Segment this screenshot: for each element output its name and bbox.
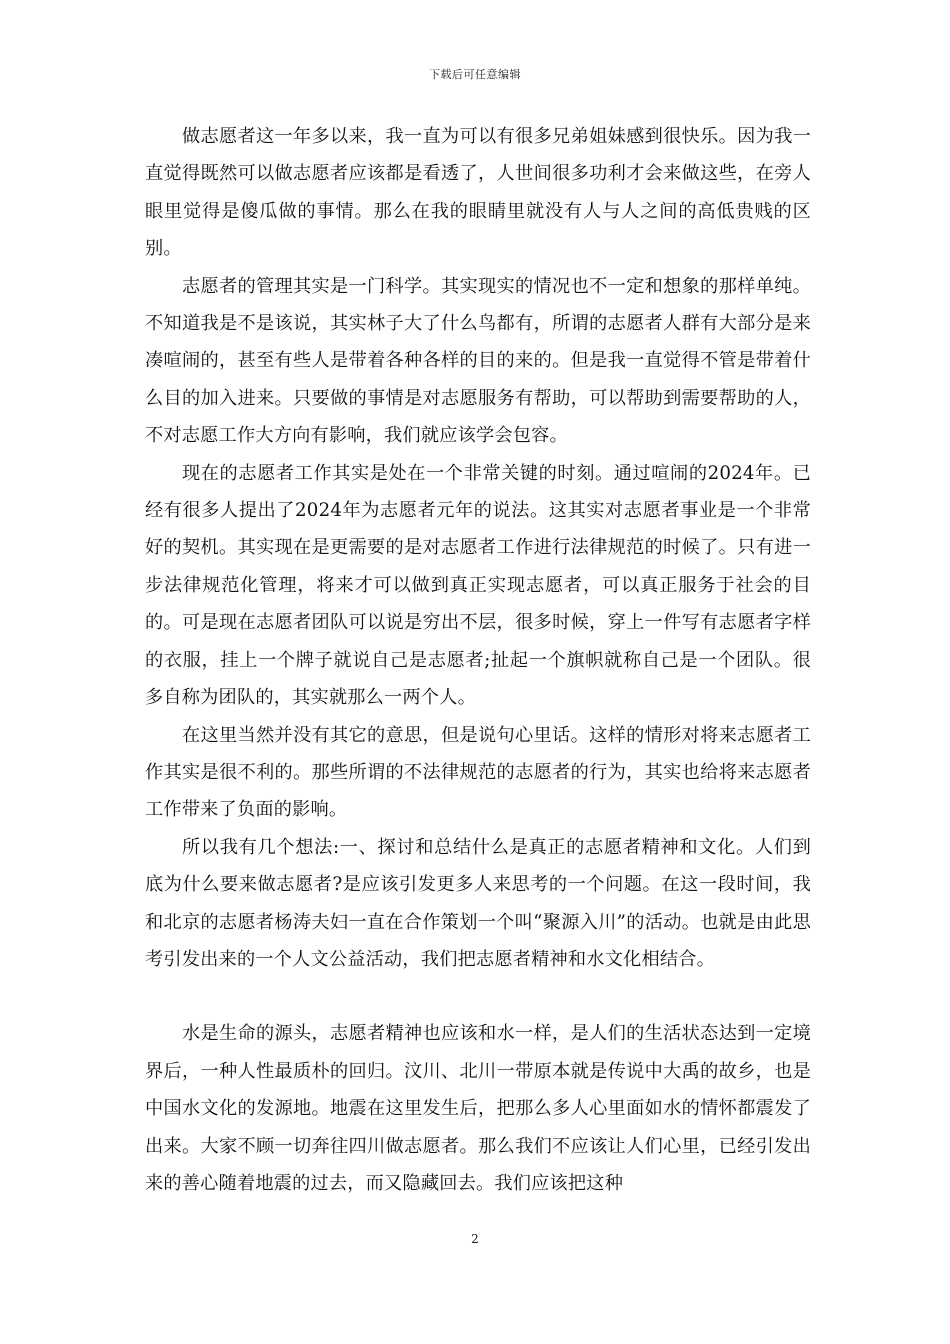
paragraph: 做志愿者这一年多以来，我一直为可以有很多兄弟姐妹感到很快乐。因为我一直觉得既然可以做志愿者应该都是看透了，人世间很多功利才会来做这些，在旁人眼里觉得是傻瓜做的事情。那么在我的眼睛里就没有人与人之间的高低贵贱的区别。 — [145, 126, 811, 260]
paragraph: 志愿者的管理其实是一门科学。其实现实的情况也不一定和想象的那样单纯。不知道我是不是该说，其实林子大了什么鸟都有，所谓的志愿者人群有大部分是来凑喧闹的，甚至有些人是带着各种各样的目的来的。但是我一直觉得不管是带着什么目的加入进来。只要做的事情是对志愿服务有帮助，可以帮助到需要帮助的人，不对志愿工作大方向有影响，我们就应该学会包容。 — [145, 275, 811, 447]
paragraph: 水是生命的源头，志愿者精神也应该和水一样，是人们的生活状态达到一定境界后，一种人性最质朴的回归。汶川、北川一带原本就是传说中大禹的故乡，也是中国水文化的发源地。地震在这里发生后，把那么多人心里面如水的情怀都震发了出来。大家不顾一切奔往四川做志愿者。那么我们不应该让人们心里，已经引发出来的善心随着地震的过去，而又隐藏回去。我们应该把这种 — [145, 1023, 811, 1194]
paragraph: 在这里当然并没有其它的意思，但是说句心里话。这样的情形对将来志愿者工作其实是很不利的。那些所谓的不法律规范的志愿者的行为，其实也给将来志愿者工作带来了负面的影响。 — [145, 724, 811, 821]
page-header: 下载后可任意编辑 — [429, 68, 521, 81]
page-number: 2 — [471, 1232, 479, 1246]
document-body — [145, 118, 811, 1202]
paragraph: 所以我有几个想法:一、探讨和总结什么是真正的志愿者精神和文化。人们到底为什么要来做志愿者?是应该引发更多人来思考的一个问题。在这一段时间，我和北京的志愿者杨涛夫妇一直在合作策划一个叫“聚源入川”的活动。也就是由此思考引发出来的一个人文公益活动，我们把志愿者精神和水文化相结合。 — [145, 836, 811, 970]
paragraph: 现在的志愿者工作其实是处在一个非常关键的时刻。通过喧闹的2024年。已经有很多人提出了2024年为志愿者元年的说法。这其实对志愿者事业是一个非常好的契机。其实现在是更需要的是对志愿者工作进行法律规范的时候了。只有进一步法律规范化管理，将来才可以做到真正实现志愿者，可以真正服务于社会的目的。可是现在志愿者团队可以说是穷出不层，很多时候，穿上一件写有志愿者字样的衣服，挂上一个牌子就说自己是志愿者;扯起一个旗帜就称自己是一个团队。很多自称为团队的，其实就那么一两个人。 — [145, 462, 811, 709]
